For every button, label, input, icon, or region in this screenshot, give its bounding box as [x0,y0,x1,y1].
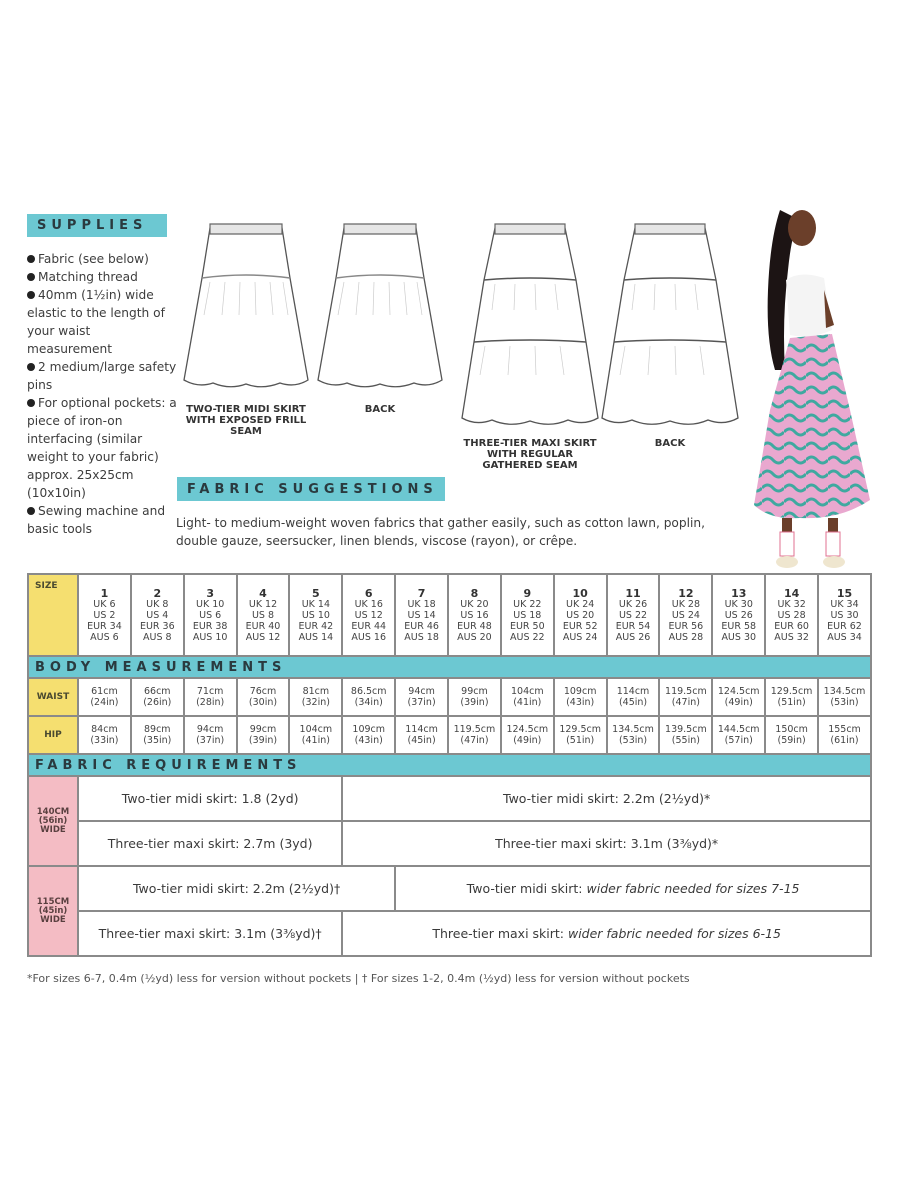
bullet-icon [27,273,35,281]
bullet-icon [27,291,35,299]
requirement-cell: Two-tier midi skirt: 2.2m (2½yd)* [342,776,871,821]
hip-cell: 119.5cm (47in) [448,716,501,754]
footnote: *For sizes 6-7, 0.4m (½yd) less for version without pockets | † For sizes 1-2, 0.4m (½yd) less for version without pockets [27,972,690,985]
requirement-cell: Two-tier midi skirt: wider fabric needed for sizes 7-15 [395,866,871,911]
three-tier-front-label: THREE-TIER MAXI SKIRT WITH REGULAR GATHERED SEAM [463,438,597,471]
hip-cell: 104cm (41in) [289,716,342,754]
size-cell: 13 UK 30 US 26 EUR 58 AUS 30 [712,574,765,656]
size-cell: 12 UK 28 US 24 EUR 56 AUS 28 [659,574,712,656]
size-chart-table [27,573,872,957]
body-measurements-title: BODY MEASUREMENTS [28,656,871,678]
hip-cell: 124.5cm (49in) [501,716,554,754]
size-cell: 11 UK 26 US 22 EUR 54 AUS 26 [607,574,660,656]
supplies-list [27,250,177,538]
waist-cell: 71cm (28in) [184,678,237,716]
hip-cell: 99cm (39in) [237,716,290,754]
size-cell: 3 UK 10 US 6 EUR 38 AUS 10 [184,574,237,656]
waist-cell: 61cm (24in) [78,678,131,716]
size-cell: 7 UK 18 US 14 EUR 46 AUS 18 [395,574,448,656]
waist-cell: 104cm (41in) [501,678,554,716]
bullet-icon [27,363,35,371]
fabric-suggestions-text: Light- to medium-weight woven fabrics that gather easily, such as cotton lawn, poplin, double gauze, seersucker, linen blends, viscose (rayon), or crêpe. [176,516,705,548]
supply-item: 40mm (1½in) wide elastic to the length of your waist measurement [27,288,165,356]
size-cell: 1 UK 6 US 2 EUR 34 AUS 6 [78,574,131,656]
waist-cell: 81cm (32in) [289,678,342,716]
hip-cell: 94cm (37in) [184,716,237,754]
three-tier-skirt-back-icon [600,220,740,430]
hip-cell: 139.5cm (55in) [659,716,712,754]
requirement-cell: Three-tier maxi skirt: 3.1m (3⅜yd)* [342,821,871,866]
size-cell: 15 UK 34 US 30 EUR 62 AUS 34 [818,574,871,656]
fabric-row [28,776,871,821]
hip-cell: 155cm (61in) [818,716,871,754]
requirement-cell: Three-tier maxi skirt: 3.1m (3⅜yd)† [78,911,342,956]
two-tier-skirt-front-icon [180,220,312,390]
waist-label: WAIST [28,678,78,716]
waist-cell: 66cm (26in) [131,678,184,716]
hip-cell: 134.5cm (53in) [607,716,660,754]
supplies-banner [27,214,167,237]
hip-cell: 109cm (43in) [342,716,395,754]
supply-item: 2 medium/large safety pins [27,360,177,392]
width-140-label: 140CM (56in) WIDE [28,776,78,866]
size-cell: 10 UK 24 US 20 EUR 52 AUS 24 [554,574,607,656]
body-measurements-header-row [28,656,871,678]
two-tier-back-label: BACK [364,404,396,415]
size-header: SIZE [28,574,78,656]
fabric-suggestions-banner [177,477,445,501]
size-cell: 14 UK 32 US 28 EUR 60 AUS 32 [765,574,818,656]
waist-cell: 119.5cm (47in) [659,678,712,716]
hip-cell: 150cm (59in) [765,716,818,754]
requirement-cell: Two-tier midi skirt: 2.2m (2½yd)† [78,866,395,911]
bullet-icon [27,399,35,407]
size-cell: 2 UK 8 US 4 EUR 36 AUS 8 [131,574,184,656]
waist-cell: 124.5cm (49in) [712,678,765,716]
hip-cell: 84cm (33in) [78,716,131,754]
size-cell: 5 UK 14 US 10 EUR 42 AUS 14 [289,574,342,656]
fabric-row [28,911,871,956]
supply-item: Sewing machine and basic tools [27,504,166,536]
waist-cell: 86.5cm (34in) [342,678,395,716]
size-row [28,574,871,656]
fabric-suggestions-title: FABRIC SUGGESTIONS [187,481,438,497]
waist-cell: 114cm (45in) [607,678,660,716]
waist-cell: 94cm (37in) [395,678,448,716]
three-tier-back-label: BACK [654,438,686,449]
hip-cell: 129.5cm (51in) [554,716,607,754]
hip-row [28,716,871,754]
supply-item: Fabric (see below) [27,250,177,268]
three-tier-skirt-front-icon [460,220,600,430]
hip-cell: 144.5cm (57in) [712,716,765,754]
fabric-requirements-header-row [28,754,871,776]
waist-cell: 134.5cm (53in) [818,678,871,716]
waist-cell: 99cm (39in) [448,678,501,716]
size-cell: 9 UK 22 US 18 EUR 50 AUS 22 [501,574,554,656]
two-tier-skirt-back-icon [314,220,446,390]
requirement-cell: Two-tier midi skirt: 1.8 (2yd) [78,776,342,821]
bullet-icon [27,255,35,263]
waist-cell: 109cm (43in) [554,678,607,716]
hip-label: HIP [28,716,78,754]
requirement-cell: Three-tier maxi skirt: wider fabric needed for sizes 6-15 [342,911,871,956]
size-cell: 6 UK 16 US 12 EUR 44 AUS 16 [342,574,395,656]
hip-cell: 114cm (45in) [395,716,448,754]
waist-cell: 129.5cm (51in) [765,678,818,716]
requirement-cell: Three-tier maxi skirt: 2.7m (3yd) [78,821,342,866]
size-cell: 4 UK 12 US 8 EUR 40 AUS 12 [237,574,290,656]
waist-cell: 76cm (30in) [237,678,290,716]
fabric-row [28,866,871,911]
waist-row [28,678,871,716]
fabric-row [28,821,871,866]
width-115-label: 115CM (45in) WIDE [28,866,78,956]
fabric-requirements-title: FABRIC REQUIREMENTS [28,754,871,776]
hip-cell: 89cm (35in) [131,716,184,754]
bullet-icon [27,507,35,515]
two-tier-front-label: TWO-TIER MIDI SKIRT WITH EXPOSED FRILL SEAM [185,404,307,437]
supplies-title: SUPPLIES [37,218,148,233]
supply-item: Matching thread [27,268,177,286]
model-photo [740,200,880,575]
supply-item: For optional pockets: a piece of iron-on interfacing (similar weight to your fabric) approx. 25x25cm (10x10in) [27,396,177,500]
size-cell: 8 UK 20 US 16 EUR 48 AUS 20 [448,574,501,656]
